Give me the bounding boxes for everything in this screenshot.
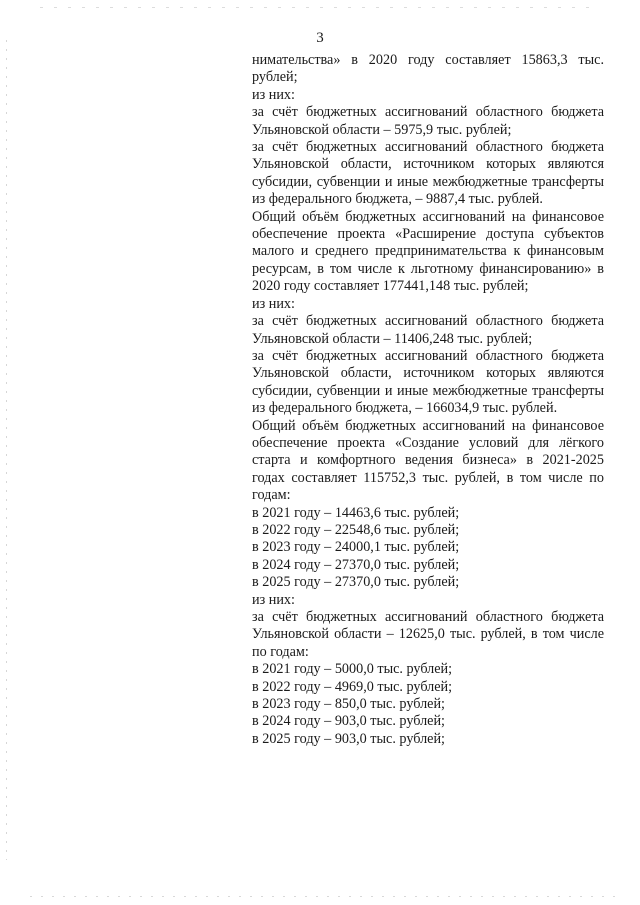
paragraph: в 2025 году – 903,0 тыс. рублей; [252, 730, 445, 747]
paragraph: за счёт бюджетных ассигнований областного бюджета Ульяновской области – 11406,248 тыс. рублей; [252, 313, 604, 347]
paragraph: Общий объём бюджетных ассигнований на финансовое обеспечение проекта «Расширение доступа субъектов малого и среднего предпринимательства к финансовым ресурсам, в том числе к льготному финансированию» в 2020 году составляет 177441,148 тыс. рублей; [252, 208, 604, 295]
paragraph: в 2024 году – 903,0 тыс. рублей; [252, 713, 445, 730]
paragraph: Общий объём бюджетных ассигнований на финансовое обеспечение проекта «Создание условий для лёгкого старта и комфортного ведения бизнеса» в 2021-2025 годах составляет 115752,3 тыс. рублей, в том числе по годам: [252, 417, 604, 504]
paragraph: в 2023 году – 24000,1 тыс. рублей; [252, 539, 460, 556]
paragraph: в 2022 году – 4969,0 тыс. рублей; [252, 678, 453, 695]
paragraph: из них: [252, 86, 295, 103]
paragraph: в 2021 году – 5000,0 тыс. рублей; [252, 661, 453, 678]
paragraph: в 2022 году – 22548,6 тыс. рублей; [252, 521, 460, 538]
scan-edge-left [6, 40, 7, 860]
paragraph: за счёт бюджетных ассигнований областного бюджета Ульяновской области – 5975,9 тыс. рублей; [252, 104, 604, 138]
paragraph: нимательства» в 2020 году составляет 15863,3 тыс. рублей; [252, 52, 604, 86]
paragraph: в 2021 году – 14463,6 тыс. рублей; [252, 504, 460, 521]
paragraph: в 2025 году – 27370,0 тыс. рублей; [252, 574, 460, 591]
paragraph: за счёт бюджетных ассигнований областного бюджета Ульяновской области – 12625,0 тыс. рублей, в том числе по годам: [252, 609, 604, 660]
paragraph: за счёт бюджетных ассигнований областного бюджета Ульяновской области, источником которых являются субсидии, субвенции и иные межбюджетные трансферты из федерального бюджета, – 166034,9 тыс. рублей. [252, 347, 604, 417]
paragraph: за счёт бюджетных ассигнований областного бюджета Ульяновской области, источником которых являются субсидии, субвенции и иные межбюджетные трансферты из федерального бюджета, – 9887,4 тыс. рублей. [252, 139, 604, 208]
paragraph: из них: [252, 295, 295, 312]
scan-edge-bottom [30, 896, 620, 897]
scan-edge-top [40, 7, 600, 8]
paragraph: в 2024 году – 27370,0 тыс. рублей; [252, 556, 460, 573]
page-number: 3 [316, 30, 324, 46]
paragraph: из них: [252, 591, 295, 608]
document-body [252, 52, 604, 748]
paragraph: в 2023 году – 850,0 тыс. рублей; [252, 696, 445, 713]
